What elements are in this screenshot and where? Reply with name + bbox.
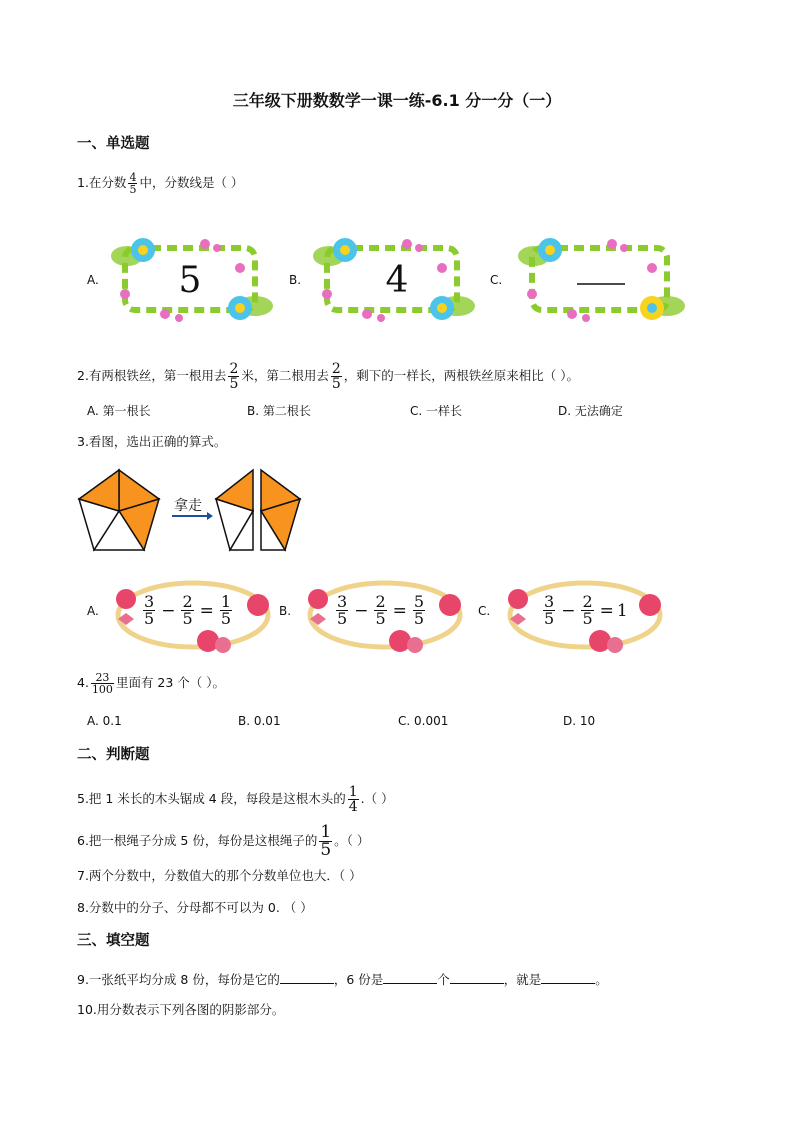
q3-option-a-label[interactable]: A. (87, 604, 99, 618)
q2-f2-den: 5 (331, 376, 341, 392)
section-heading-single-choice: 一、单选题 (77, 136, 150, 152)
q2-f2-num: 2 (331, 361, 341, 377)
question-2 (77, 362, 579, 391)
q4-prefix: 4. (77, 675, 89, 690)
q1-option-a-label[interactable]: A. (87, 273, 99, 287)
q2-option-c[interactable]: C. 一样长 (410, 404, 463, 418)
q2-fraction-2 (331, 362, 342, 391)
eq-c-result: 1 (616, 600, 628, 621)
q5-fraction (348, 785, 359, 814)
q9-blank-4[interactable] (541, 971, 595, 984)
q6-text: 6.把一根绳子分成 5 份，每份是这根绳子的 (77, 833, 318, 848)
q3-option-c-label[interactable]: C. (478, 604, 491, 618)
q1-card-a[interactable] (105, 228, 275, 330)
question-8: 8.分数中的分子、分母都不可以为 0. （ ） (77, 900, 313, 915)
q1-option-c-label[interactable]: C. (490, 273, 503, 287)
question-1 (77, 172, 243, 195)
q6-fraction (319, 824, 332, 859)
eq-c-equals: = (599, 600, 614, 621)
question-6 (77, 824, 369, 859)
q2-option-b[interactable]: B. 第二根长 (247, 404, 311, 418)
q4-fraction (91, 672, 114, 695)
question-5 (77, 785, 394, 814)
q3-equation-c[interactable] (540, 594, 628, 627)
q6-frac-num: 1 (320, 822, 332, 842)
q2-text3: ，剩下的一样长，两根铁丝原来相比（ ）。 (343, 368, 580, 383)
eq-c-minus: − (561, 600, 576, 621)
eq-b-r-num: 5 (413, 592, 425, 611)
section-heading-true-false: 二、判断题 (77, 747, 150, 763)
section-heading-fill-blank: 三、填空题 (77, 933, 150, 949)
q6-frac-den: 5 (320, 840, 332, 860)
q2-option-a[interactable]: A. 第一根长 (87, 404, 151, 418)
q2-text1: 2.有两根铁丝，第一根用去 (77, 368, 227, 383)
q1-card-c[interactable] (512, 228, 687, 330)
q2-fraction-1 (228, 362, 239, 391)
q1-frac-den: 5 (129, 183, 137, 196)
eq-a-a-num: 3 (144, 592, 155, 611)
eq-b-b-den: 5 (375, 609, 386, 628)
q9-t3: 个 (437, 972, 450, 987)
q9-blank-3[interactable] (450, 971, 504, 984)
eq-c-b-den: 5 (582, 609, 593, 628)
eq-a-r-num: 1 (220, 592, 232, 611)
q4-text: 里面有 23 个（ ）。 (115, 675, 226, 690)
q1-option-b-label[interactable]: B. (289, 273, 302, 287)
q1-frac-num: 4 (129, 171, 137, 184)
q3-equation-a[interactable] (140, 594, 235, 627)
q2-text2: 米，第二根用去 (241, 368, 329, 383)
eq-b-b-num: 2 (375, 592, 386, 611)
eq-b-equals: = (392, 600, 407, 621)
q4-frac-num: 23 (91, 672, 114, 684)
q4-frac-den: 100 (91, 683, 113, 696)
q5-text: 5.把 1 米长的木头锯成 4 段，每段是这根木头的 (77, 791, 346, 806)
eq-a-b-num: 2 (182, 592, 193, 611)
q2-f1-den: 5 (229, 376, 239, 392)
eq-a-equals: = (199, 600, 214, 621)
q4-option-d[interactable]: D. 10 (563, 714, 596, 728)
question-3: 3.看图，选出正确的算式。 (77, 434, 227, 449)
pentagon-part-removed-icon (216, 470, 300, 550)
q3-option-b-label[interactable]: B. (279, 604, 292, 618)
eq-c-b-num: 2 (582, 592, 593, 611)
eq-b-r-den: 5 (413, 609, 425, 628)
page-title: 三年级下册数数学一课一练-6.1 分一分（一） (232, 91, 562, 110)
eq-b-minus: − (354, 600, 369, 621)
q2-option-d[interactable]: D. 无法确定 (558, 404, 623, 418)
eq-a-minus: − (161, 600, 176, 621)
q1-prefix: 1.在分数 (77, 175, 127, 190)
q3-pentagon-figure (75, 464, 310, 556)
q1-suffix: 中，分数线是（ ） (139, 175, 244, 190)
eq-b-a-num: 3 (337, 592, 348, 611)
q1-fraction (128, 172, 137, 195)
q4-option-b[interactable]: B. 0.01 (238, 714, 281, 728)
question-10: 10.用分数表示下列各图的阴影部分。 (77, 1002, 285, 1017)
eq-c-a-den: 5 (544, 609, 555, 628)
q3-arrow-label: 拿走 (174, 499, 202, 514)
q9-t2: ，6 份是 (333, 972, 384, 987)
eq-a-b-den: 5 (182, 609, 193, 628)
pentagon-five-parts-icon (79, 470, 159, 550)
eq-a-r-den: 5 (220, 609, 232, 628)
question-4 (77, 672, 225, 695)
q4-option-a[interactable]: A. 0.1 (87, 714, 122, 728)
q9-t1: 9.一张纸平均分成 8 份，每份是它的 (77, 972, 280, 987)
question-7: 7.两个分数中，分数值大的那个分数单位也大．（ ） (77, 868, 362, 883)
q2-f1-num: 2 (229, 361, 239, 377)
q9-blank-1[interactable] (280, 971, 334, 984)
q1-card-b[interactable] (307, 228, 477, 330)
q9-blank-2[interactable] (383, 971, 437, 984)
q5-suffix: .（ ） (360, 791, 394, 806)
q4-option-c[interactable]: C. 0.001 (398, 714, 449, 728)
q1-card-b-digit: 4 (385, 260, 409, 301)
q9-t4: ，就是 (503, 972, 542, 987)
flower-frame-icon (518, 238, 685, 322)
question-9 (77, 970, 608, 988)
q6-suffix: 。（ ） (334, 833, 370, 848)
eq-b-a-den: 5 (337, 609, 348, 628)
eq-a-a-den: 5 (144, 609, 155, 628)
q1-card-a-digit: 5 (178, 260, 202, 301)
eq-c-a-num: 3 (544, 592, 555, 611)
q5-frac-num: 1 (348, 784, 358, 800)
q5-frac-den: 4 (348, 799, 358, 815)
q9-t5: 。 (595, 972, 608, 987)
q3-equation-b[interactable] (333, 594, 428, 627)
